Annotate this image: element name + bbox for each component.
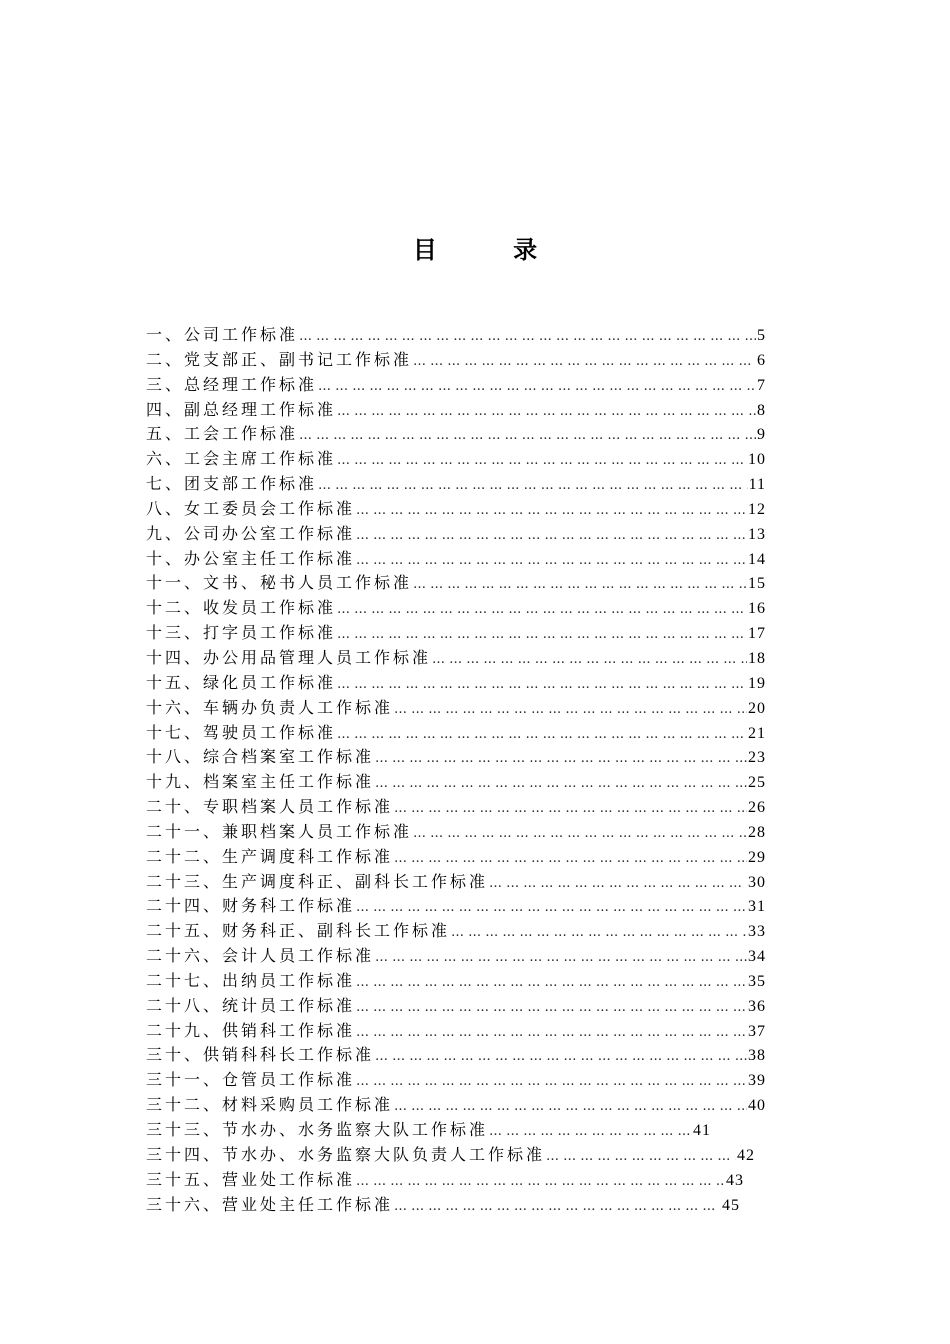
- toc-leader-dots: [375, 772, 747, 797]
- toc-item[interactable]: [146, 571, 766, 596]
- toc-item-label: 六、工会主席工作标准: [146, 449, 337, 469]
- toc-item-page: 25: [748, 774, 766, 792]
- toc-leader-dots: [394, 698, 747, 723]
- toc-item-label: 十五、绿化员工作标准: [146, 672, 337, 692]
- toc-item[interactable]: [146, 1193, 766, 1218]
- toc-leader-dots: [375, 1045, 747, 1070]
- toc-item-page: 5: [757, 327, 766, 344]
- toc-item-label: 二十七、出纳员工作标准: [146, 970, 356, 990]
- toc-item-page: 19: [748, 674, 766, 692]
- toc-leader-dots: [299, 424, 756, 449]
- toc-item-label: 十、办公室主任工作标准: [146, 548, 356, 568]
- toc-leader-dots: [356, 499, 747, 524]
- toc-item[interactable]: [146, 820, 766, 845]
- toc-item-label: 五、工会工作标准: [146, 424, 299, 444]
- toc-item[interactable]: [146, 696, 766, 721]
- toc-item-label: 十七、驾驶员工作标准: [146, 722, 337, 742]
- toc-leader-dots: [394, 797, 747, 822]
- toc-leader-dots: [318, 375, 756, 400]
- toc-item[interactable]: [146, 721, 766, 746]
- toc-item-page: 42: [737, 1146, 755, 1164]
- toc-item-page: 29: [748, 848, 766, 866]
- toc-leader-dots: [337, 400, 756, 425]
- toc-leader-dots: [451, 921, 747, 946]
- toc-item-page: 34: [748, 948, 766, 966]
- toc-item[interactable]: [146, 671, 766, 696]
- toc-leader-dots: [337, 723, 747, 748]
- toc-item-label: 三十六、营业处主任工作标准: [146, 1194, 394, 1214]
- toc-leader-dots: [337, 449, 747, 474]
- toc-item-label: 八、女工委员会工作标准: [146, 498, 356, 518]
- toc-item-page: 37: [748, 1022, 766, 1040]
- toc-item-label: 十四、办公用品管理人员工作标准: [146, 647, 432, 667]
- toc-item-page: 39: [748, 1072, 766, 1090]
- toc-item[interactable]: [146, 422, 766, 447]
- toc-item-page: 11: [748, 476, 766, 494]
- toc-item-page: 35: [748, 972, 766, 990]
- toc-item[interactable]: [146, 1019, 766, 1044]
- toc-item-page: 23: [748, 749, 766, 767]
- toc-item[interactable]: [146, 1043, 766, 1068]
- toc-item-label: 三十四、节水办、水务监察大队负责人工作标准: [146, 1144, 546, 1164]
- toc-item[interactable]: [146, 348, 766, 373]
- toc-item[interactable]: [146, 522, 766, 547]
- toc-item-label: 九、公司办公室工作标准: [146, 523, 356, 543]
- toc-item-page: 10: [748, 451, 766, 469]
- toc-item[interactable]: [146, 596, 766, 621]
- toc-leader-dots: [375, 946, 747, 971]
- toc-item[interactable]: [146, 373, 766, 398]
- toc-item-label: 十六、车辆办负责人工作标准: [146, 697, 394, 717]
- toc-item-page: 13: [748, 525, 766, 543]
- toc-item[interactable]: [146, 621, 766, 646]
- toc-item-page: 26: [748, 799, 766, 817]
- toc-item-page: 40: [748, 1097, 766, 1115]
- toc-item-label: 十二、收发员工作标准: [146, 598, 337, 618]
- toc-item-page: 41: [693, 1122, 711, 1139]
- toc-item[interactable]: [146, 994, 766, 1019]
- toc-leader-dots: [356, 1170, 725, 1195]
- toc-item[interactable]: [146, 497, 766, 522]
- toc-item-page: 21: [748, 724, 766, 742]
- toc-leader-dots: [337, 673, 747, 698]
- toc-item-page: 31: [748, 898, 766, 916]
- toc-leader-dots: [356, 896, 747, 921]
- toc-leader-dots: [413, 350, 756, 375]
- toc-item[interactable]: [146, 323, 766, 348]
- toc-item-page: 6: [757, 351, 766, 369]
- toc-leader-dots: [356, 524, 747, 549]
- toc-item-page: 9: [757, 426, 766, 444]
- toc-item[interactable]: [146, 969, 766, 994]
- toc-item[interactable]: [146, 770, 766, 795]
- toc-item-label: 十九、档案室主任工作标准: [146, 772, 375, 792]
- toc-item-page: 16: [748, 600, 766, 618]
- toc-item[interactable]: [146, 1143, 766, 1168]
- toc-item-page: 20: [748, 699, 766, 717]
- toc-item[interactable]: [146, 447, 766, 472]
- toc-leader-dots: [337, 623, 747, 648]
- toc-item[interactable]: [146, 944, 766, 969]
- toc-leader-dots: [413, 573, 747, 598]
- toc-item-label: 二十四、财务科工作标准: [146, 896, 356, 916]
- toc-item-label: 二十一、兼职档案人员工作标准: [146, 821, 413, 841]
- toc-item[interactable]: [146, 919, 766, 944]
- toc-leader-dots: [356, 1070, 747, 1095]
- toc-item-page: 36: [748, 997, 766, 1015]
- toc-item-page: 17: [748, 625, 766, 643]
- toc-item-label: 三、总经理工作标准: [146, 374, 318, 394]
- toc-leader-dots: [546, 1145, 736, 1170]
- toc-leader-dots: [375, 747, 747, 772]
- toc-item-label: 十三、打字员工作标准: [146, 623, 337, 643]
- toc-item-page: 12: [748, 500, 766, 518]
- toc-item-page: 14: [748, 550, 766, 568]
- toc-item[interactable]: [146, 845, 766, 870]
- toc-item[interactable]: [146, 472, 766, 497]
- toc-item[interactable]: [146, 745, 766, 770]
- toc-item-label: 二十三、生产调度科正、副科长工作标准: [146, 871, 489, 891]
- toc-item[interactable]: [146, 1118, 766, 1143]
- toc-item[interactable]: [146, 398, 766, 423]
- toc-leader-dots: [356, 549, 747, 574]
- toc-item-page: 28: [748, 823, 766, 841]
- toc-item-page: 43: [726, 1171, 744, 1189]
- toc-item-label: 三十三、节水办、水务监察大队工作标准: [146, 1120, 489, 1139]
- toc-item-label: 七、团支部工作标准: [146, 474, 318, 494]
- toc-item-page: 45: [722, 1196, 740, 1214]
- toc-leader-dots: [299, 325, 756, 350]
- toc-item-page: 38: [748, 1047, 766, 1065]
- toc-item[interactable]: [146, 547, 766, 572]
- toc-leader-dots: [394, 1195, 721, 1220]
- toc-item[interactable]: [146, 646, 766, 671]
- toc-item-page: 15: [748, 575, 766, 593]
- toc-item[interactable]: [146, 1093, 766, 1118]
- toc-leader-dots: [394, 1095, 747, 1120]
- toc-leader-dots: [356, 971, 747, 996]
- toc-item-label: 十八、综合档案室工作标准: [146, 747, 375, 767]
- toc-leader-dots: [337, 598, 747, 623]
- toc-item-label: 二、党支部正、副书记工作标准: [146, 349, 413, 369]
- toc-leader-dots: [318, 474, 748, 499]
- toc-item-label: 一、公司工作标准: [146, 325, 299, 344]
- toc-item-page: 33: [748, 923, 766, 941]
- toc-item-label: 三十、供销科科长工作标准: [146, 1045, 375, 1065]
- toc-leader-dots: [356, 996, 747, 1021]
- toc-item-label: 十一、文书、秘书人员工作标准: [146, 573, 413, 593]
- toc-item[interactable]: [146, 870, 766, 895]
- table-of-contents: [146, 323, 766, 1217]
- toc-item[interactable]: [146, 894, 766, 919]
- toc-item-label: 三十二、材料采购员工作标准: [146, 1095, 394, 1115]
- toc-item-label: 二十五、财务科正、副科长工作标准: [146, 921, 451, 941]
- toc-item[interactable]: [146, 795, 766, 820]
- toc-leader-dots: [413, 822, 747, 847]
- toc-item-label: 二十二、生产调度科工作标准: [146, 846, 394, 866]
- toc-item-page: 30: [748, 873, 766, 891]
- toc-leader-dots: [489, 872, 747, 897]
- toc-item-page: 8: [757, 401, 766, 419]
- toc-leader-dots: [394, 847, 747, 872]
- toc-item-label: 二十九、供销科工作标准: [146, 1020, 356, 1040]
- toc-leader-dots: [489, 1120, 692, 1145]
- toc-item[interactable]: [146, 1068, 766, 1093]
- toc-item[interactable]: [146, 1168, 766, 1193]
- toc-item-label: 四、副总经理工作标准: [146, 399, 337, 419]
- toc-item-label: 三十五、营业处工作标准: [146, 1169, 356, 1189]
- toc-leader-dots: [432, 648, 747, 673]
- toc-item-page: 18: [748, 649, 766, 667]
- toc-item-label: 三十一、仓管员工作标准: [146, 1070, 356, 1090]
- toc-leader-dots: [356, 1021, 747, 1046]
- toc-item-page: 7: [757, 376, 766, 394]
- toc-item-label: 二十六、会计人员工作标准: [146, 946, 375, 966]
- page-title: 目 录: [412, 236, 572, 264]
- toc-item-label: 二十、专职档案人员工作标准: [146, 797, 394, 817]
- toc-item-label: 二十八、统计员工作标准: [146, 995, 356, 1015]
